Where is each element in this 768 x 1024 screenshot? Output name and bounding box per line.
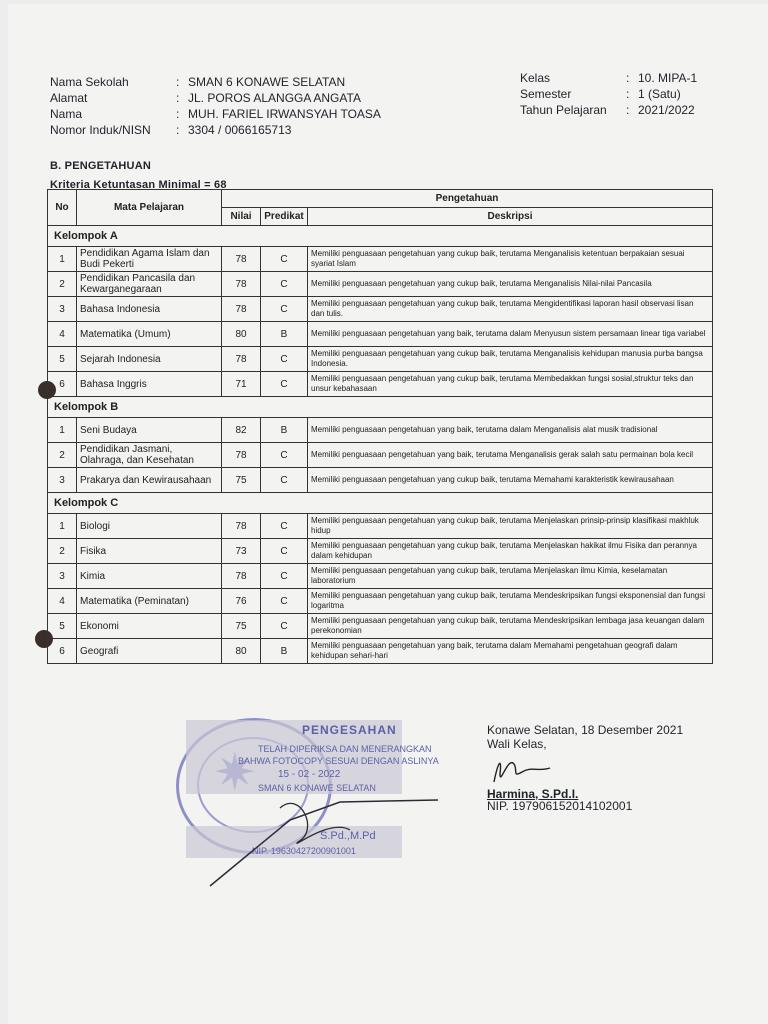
table-row [48, 614, 713, 639]
student-name: MUH. FARIEL IRWANSYAH TOASA [188, 107, 381, 121]
table-row [48, 297, 713, 322]
row-number: 4 [48, 589, 77, 614]
table-row [48, 443, 713, 468]
field-label: Semester [520, 87, 572, 101]
subject-name: Matematika (Umum) [77, 322, 222, 347]
group-row [48, 493, 713, 514]
description-cell: Memiliki penguasaan pengetahuan yang cukup baik, terutama Menganalisis kehidupan manusia purba bangsa Indonesia. [308, 347, 713, 372]
score-cell: 80 [222, 639, 261, 664]
predicate-cell: C [261, 372, 308, 397]
subject-name: Pendidikan Agama Islam dan Budi Pekerti [77, 247, 222, 272]
description-cell: Memiliki penguasaan pengetahuan yang baik, terutama Menganalisis gerak salah satu permainan bola kecil [308, 443, 713, 468]
score-cell: 71 [222, 372, 261, 397]
header-no: No [48, 190, 77, 226]
table-row [48, 247, 713, 272]
row-number: 2 [48, 443, 77, 468]
teacher-nip: NIP. 197906152014102001 [487, 799, 633, 813]
class-info: Kelas : 10. MIPA-1 Semester : 1 (Satu) Tahun Pelajaran : 2021/2022 [520, 71, 698, 117]
score-cell: 78 [222, 347, 261, 372]
description-cell: Memiliki penguasaan pengetahuan yang baik, terutama dalam Memahami pengetahuan geografi dalam kehidupan sehari-hari [308, 639, 713, 664]
predicate-cell: C [261, 272, 308, 297]
description-cell: Memiliki penguasaan pengetahuan yang cukup baik, terutama Menjelaskan hakikat ilmu Fisika dan perannya dalam kehidupan [308, 539, 713, 564]
teacher-signature [488, 752, 558, 788]
subject-name: Prakarya dan Kewirausahaan [77, 468, 222, 493]
score-cell: 78 [222, 514, 261, 539]
score-cell: 75 [222, 614, 261, 639]
group-name: Kelompok A [48, 226, 713, 247]
legalization-school: SMAN 6 KONAWE SELATAN [258, 783, 376, 793]
subject-name: Biologi [77, 514, 222, 539]
score-cell: 78 [222, 564, 261, 589]
group-name: Kelompok C [48, 493, 713, 514]
student-identity: Nama Sekolah : SMAN 6 KONAWE SELATAN Alamat : JL. POROS ALANGGA ANGATA Nama : MUH. FARIEL IRWANSYAH TOASA Nomor Induk/NISN : 3304 / 0066165713 [50, 75, 381, 137]
legalization-signer: S.Pd.,M.Pd [320, 830, 376, 842]
score-cell: 78 [222, 297, 261, 322]
predicate-cell: C [261, 564, 308, 589]
table-row [48, 639, 713, 664]
student-id: 3304 / 0066165713 [188, 123, 292, 137]
subject-name: Matematika (Peminatan) [77, 589, 222, 614]
school-name: SMAN 6 KONAWE SELATAN [188, 75, 346, 89]
predicate-cell: C [261, 589, 308, 614]
subject-name: Ekonomi [77, 614, 222, 639]
table-row [48, 347, 713, 372]
row-number: 5 [48, 347, 77, 372]
description-cell: Memiliki penguasaan pengetahuan yang cukup baik, terutama Mendeskripsikan fungsi eksponensial dan fungsi logaritma [308, 589, 713, 614]
header-knowledge: Pengetahuan [222, 190, 713, 208]
header-description: Deskripsi [308, 208, 713, 226]
description-cell: Memiliki penguasaan pengetahuan yang cukup baik, terutama Memahami karakteristik kewirausahaan [308, 468, 713, 493]
row-number: 6 [48, 372, 77, 397]
subject-name: Bahasa Inggris [77, 372, 222, 397]
predicate-cell: C [261, 347, 308, 372]
principal-signature [200, 770, 450, 890]
subject-name: Sejarah Indonesia [77, 347, 222, 372]
predicate-cell: C [261, 614, 308, 639]
group-row [48, 226, 713, 247]
legalization-line: BAHWA FOTOCOPY SESUAI DENGAN ASLINYA [238, 756, 439, 766]
row-number: 2 [48, 539, 77, 564]
grades-body [48, 226, 713, 664]
subject-name: Fisika [77, 539, 222, 564]
field-label: Alamat [50, 91, 88, 105]
score-cell: 80 [222, 322, 261, 347]
grades-table [47, 189, 713, 664]
field-label: Nomor Induk/NISN [50, 123, 151, 137]
table-row [48, 272, 713, 297]
legalization-date: 15 - 02 - 2022 [278, 769, 341, 780]
year-value: 2021/2022 [638, 103, 695, 117]
description-cell: Memiliki penguasaan pengetahuan yang cukup baik, terutama Membedakkan fungsi sosial,struktur teks dan unsur kebahasaan [308, 372, 713, 397]
description-cell: Memiliki penguasaan pengetahuan yang cukup baik, terutama Mengidentifikasi laporan hasil observasi lisan dan tulis. [308, 297, 713, 322]
predicate-cell: C [261, 539, 308, 564]
subject-name: Seni Budaya [77, 418, 222, 443]
row-number: 4 [48, 322, 77, 347]
predicate-cell: B [261, 418, 308, 443]
table-row [48, 514, 713, 539]
class-value: 10. MIPA-1 [638, 71, 698, 85]
description-cell: Memiliki penguasaan pengetahuan yang cukup baik, terutama Menjelaskan ilmu Kimia, keselamatan laboratorium [308, 564, 713, 589]
predicate-cell: C [261, 297, 308, 322]
table-row [48, 418, 713, 443]
table-row [48, 564, 713, 589]
subject-name: Pendidikan Jasmani, Olahraga, dan Kesehatan [77, 443, 222, 468]
score-cell: 78 [222, 247, 261, 272]
score-cell: 78 [222, 272, 261, 297]
semester-value: 1 (Satu) [638, 87, 681, 101]
field-label: Nama Sekolah [50, 75, 129, 89]
header-predicate: Predikat [261, 208, 308, 226]
row-number: 3 [48, 468, 77, 493]
row-number: 2 [48, 272, 77, 297]
row-number: 6 [48, 639, 77, 664]
legalization-title: PENGESAHAN [302, 723, 397, 737]
field-label: Tahun Pelajaran [520, 103, 607, 117]
predicate-cell: C [261, 443, 308, 468]
kkm-label: Kriteria Ketuntasan Minimal = 68 [50, 179, 227, 191]
row-number: 3 [48, 564, 77, 589]
row-number: 5 [48, 614, 77, 639]
section-title: B. PENGETAHUAN [50, 160, 151, 172]
description-cell: Memiliki penguasaan pengetahuan yang cukup baik, terutama Menganalisis ketentuan berpakaian sesuai syariat Islam [308, 247, 713, 272]
table-row [48, 372, 713, 397]
subject-name: Pendidikan Pancasila dan Kewarganegaraan [77, 272, 222, 297]
description-cell: Memiliki penguasaan pengetahuan yang baik, terutama dalam Menganalisis alat musik tradisional [308, 418, 713, 443]
table-row [48, 539, 713, 564]
score-cell: 78 [222, 443, 261, 468]
header-score: Nilai [222, 208, 261, 226]
table-row [48, 468, 713, 493]
group-row [48, 397, 713, 418]
score-cell: 73 [222, 539, 261, 564]
school-address: JL. POROS ALANGGA ANGATA [188, 91, 361, 105]
sign-place-date: Konawe Selatan, 18 Desember 2021 [487, 723, 684, 737]
description-cell: Memiliki penguasaan pengetahuan yang cukup baik, terutama Menjelaskan prinsip-prinsip klasifikasi makhluk hidup [308, 514, 713, 539]
sign-role: Wali Kelas, [487, 737, 547, 751]
group-name: Kelompok B [48, 397, 713, 418]
header-subject: Mata Pelajaran [77, 190, 222, 226]
predicate-cell: B [261, 639, 308, 664]
legalization-line: TELAH DIPERIKSA DAN MENERANGKAN [258, 744, 432, 754]
teacher-name: Harmina, S.Pd.I. [487, 787, 579, 801]
legalization-nip: NIP. 19630427200901001 [252, 846, 356, 856]
row-number: 1 [48, 418, 77, 443]
table-row [48, 589, 713, 614]
score-cell: 75 [222, 468, 261, 493]
description-cell: Memiliki penguasaan pengetahuan yang baik, terutama dalam Menyusun sistem persamaan linear tiga variabel [308, 322, 713, 347]
predicate-cell: C [261, 247, 308, 272]
row-number: 1 [48, 514, 77, 539]
score-cell: 76 [222, 589, 261, 614]
row-number: 3 [48, 297, 77, 322]
predicate-cell: B [261, 322, 308, 347]
row-number: 1 [48, 247, 77, 272]
field-label: Kelas [520, 71, 551, 85]
table-row [48, 322, 713, 347]
subject-name: Geografi [77, 639, 222, 664]
description-cell: Memiliki penguasaan pengetahuan yang cukup baik, terutama Mendeskripsikan lembaga jasa keuangan dalam perekonomian [308, 614, 713, 639]
score-cell: 82 [222, 418, 261, 443]
subject-name: Bahasa Indonesia [77, 297, 222, 322]
description-cell: Memiliki penguasaan pengetahuan yang cukup baik, terutama Menganalisis Nilai-nilai Pancasila [308, 272, 713, 297]
subject-name: Kimia [77, 564, 222, 589]
field-label: Nama [50, 107, 83, 121]
predicate-cell: C [261, 514, 308, 539]
predicate-cell: C [261, 468, 308, 493]
